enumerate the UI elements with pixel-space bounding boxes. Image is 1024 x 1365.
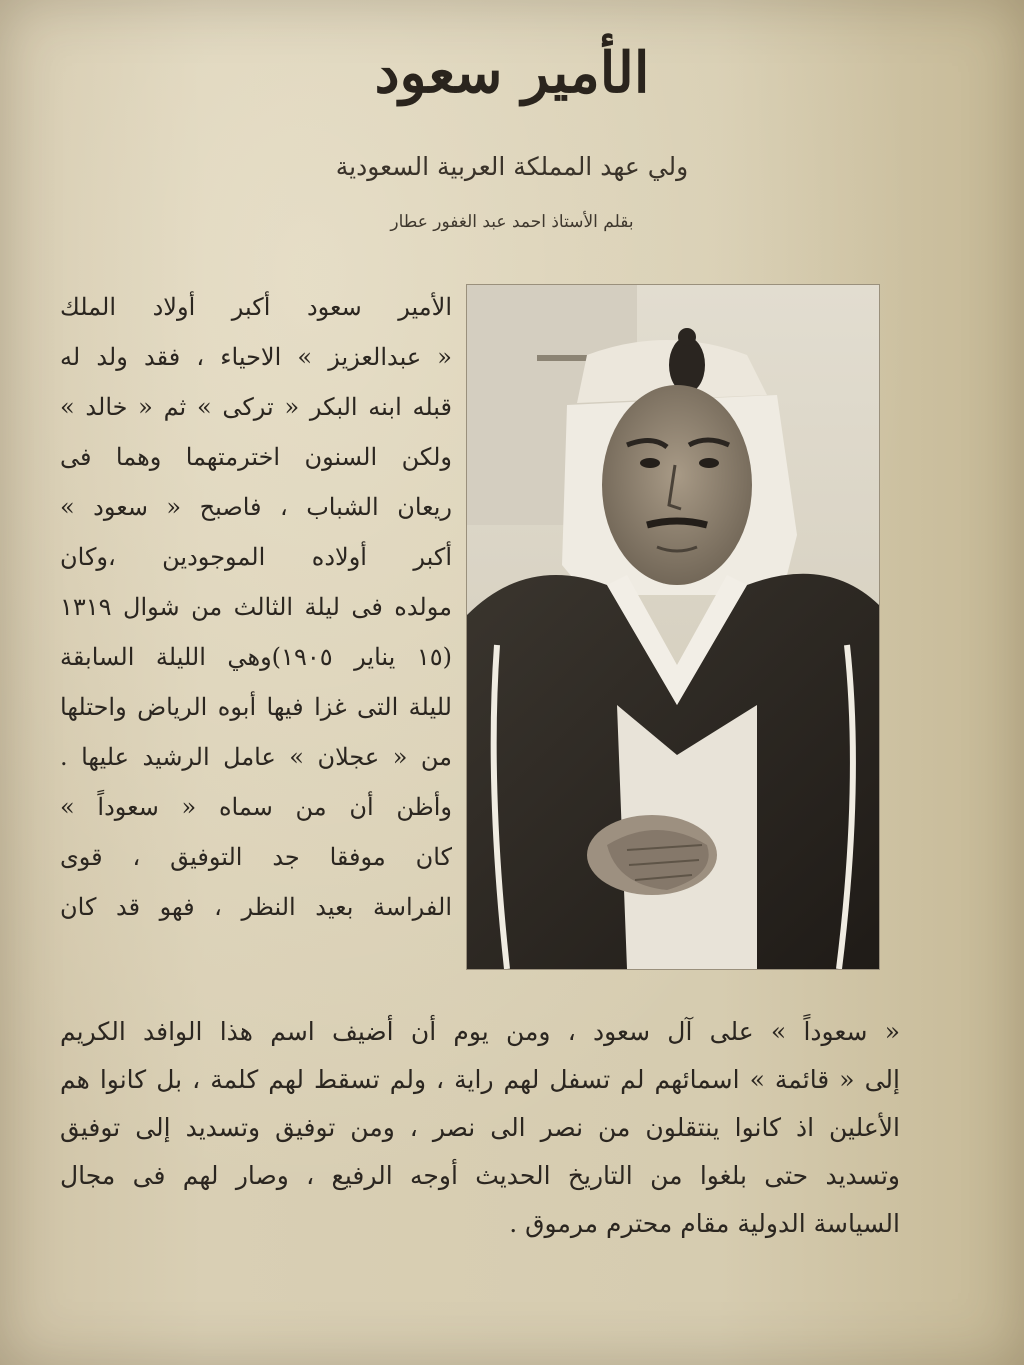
author-byline: بقلم الأستاذ احمد عبد الغفور عطار	[390, 212, 634, 232]
portrait-illustration	[467, 285, 879, 969]
text-line: الأمير سعود أكبر أولاد الملك	[60, 293, 452, 321]
text-line: إلى « قائمة » اسمائهم لم تسفل لهم راية ، ولم تسقط لهم كلمة ، بل كانوا هم	[60, 1065, 900, 1094]
text-line: (١٥ يناير ١٩٠٥)وهي الليلة السابقة	[60, 643, 452, 671]
text-line: لليلة التى غزا فيها أبوه الرياض واحتلها	[60, 693, 452, 721]
text-line: وأظن أن من سماه « سعوداً »	[60, 793, 452, 821]
article-title: الأمير سعود	[374, 40, 650, 106]
text-line: كان موفقا جد التوفيق ، قوى	[60, 843, 452, 871]
text-line: الأعلين اذ كانوا ينتقلون من نصر الى نصر ، ومن توفيق وتسديد إلى توفيق	[60, 1113, 900, 1142]
text-line: « عبدالعزيز » الاحياء ، فقد ولد له	[60, 343, 452, 371]
text-line: من « عجلان » عامل الرشيد عليها .	[60, 743, 452, 771]
text-line: « سعوداً » على آل سعود ، ومن يوم أن أضيف اسم هذا الوافد الكريم	[60, 1017, 900, 1046]
text-line: ولكن السنون اخترمتهما وهما فى	[60, 443, 452, 471]
text-line: الفراسة بعيد النظر ، فهو قد كان	[60, 893, 452, 921]
article-column-text	[60, 282, 452, 932]
article-full-width-text	[60, 1008, 900, 1248]
portrait-photo	[466, 284, 880, 970]
text-line: مولده فى ليلة الثالث من شوال ١٣١٩	[60, 593, 452, 621]
text-line: أكبر أولاده الموجودين ،وكان	[60, 543, 452, 571]
text-line: وتسديد حتى بلغوا من التاريخ الحديث أوجه الرفيع ، وصار لهم فى مجال	[60, 1161, 900, 1190]
article-subtitle: ولي عهد المملكة العربية السعودية	[335, 152, 689, 181]
text-line: ريعان الشباب ، فاصبح « سعود »	[60, 493, 452, 521]
text-line: قبله ابنه البكر « تركى » ثم « خالد »	[60, 393, 452, 421]
text-line: السياسة الدولية مقام محترم مرموق .	[509, 1209, 900, 1238]
